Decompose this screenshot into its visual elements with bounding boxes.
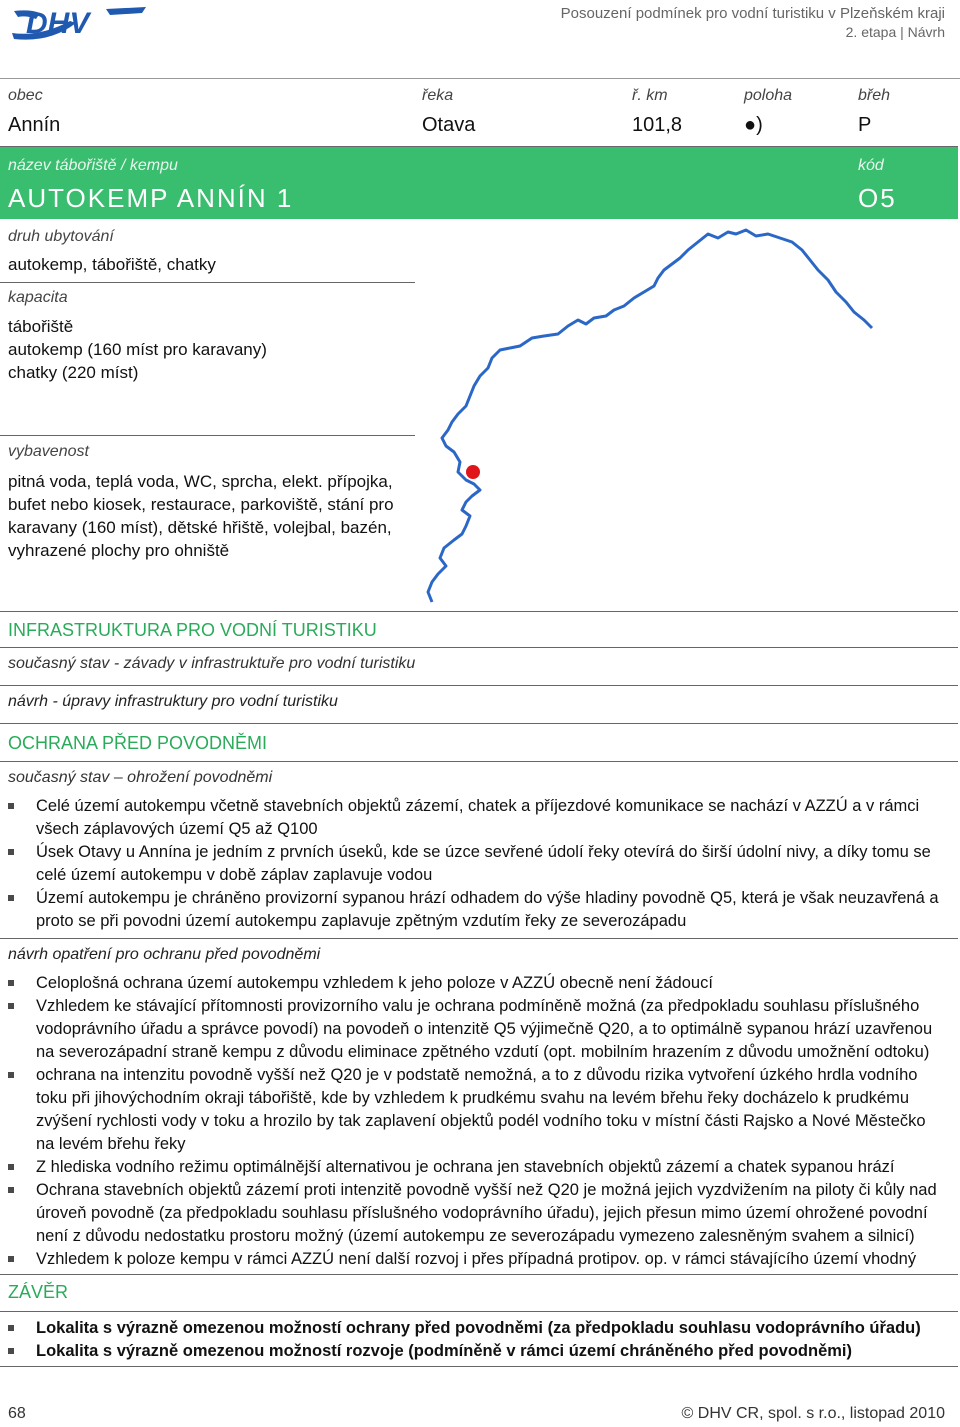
list-item: Vzhledem k poloze kempu v rámci AZZÚ není další rozvoj i přes případná protipov. op. v rámci stávajícího území vhodný <box>0 1248 945 1271</box>
list-item: Vzhledem ke stávající přítomnosti provizorního valu je ochrana podmíněně možná (za předpokladu souhlasu příslušného vodoprávního úřadu a správce povodí) na povodeň o intenzitě Q5 výjimečně Q20, a to optimálně sypanou hrází uzavřenou na severozápadní straně kempu z důvodu eliminace zpětného vzdutí (opt. mobilním hrazením z důvodu umožnění odtoku) <box>0 995 945 1064</box>
kod-label: kód <box>858 157 884 174</box>
kapacita-line-3: chatky (220 míst) <box>8 363 139 382</box>
page-number: 68 <box>8 1405 26 1422</box>
flood-heading: OCHRANA PŘED POVODNĚMI <box>8 733 268 753</box>
druh-divider <box>0 282 415 283</box>
header-divider <box>0 78 960 79</box>
list-item: ochrana na intenzitu povodně vyšší než Q20 je v podstatě nemožná, a to z důvodu rizika vytvoření úzkého hrdla vodního toku při jihovýchodním okraji tábořiště, kde by vzhledem k prudkému svahu na levém břehu řeky docházelo k prudkému zvýšení rychlosti vody v toku a hrozilo by tak zaplavení objektů podél vodního toku v místní části Rajsko a Nové Městečko na levém břehu řeky <box>0 1064 945 1156</box>
flood-proposal-divider <box>0 1274 958 1275</box>
flood-current-list <box>0 795 940 933</box>
nazev-label: název tábořiště / kempu <box>8 157 178 174</box>
river-map-icon <box>418 220 958 610</box>
vybavenost-label: vybavenost <box>8 443 89 460</box>
flood-proposal-list <box>0 972 945 1271</box>
logo-text: DHV <box>26 7 90 40</box>
conclusion-heading: ZÁVĚR <box>8 1282 69 1302</box>
infra-proposal-divider <box>0 723 958 724</box>
footer-copyright: © DHV CR, spol. s r.o., listopad 2010 <box>681 1405 945 1422</box>
camp-name: AUTOKEMP ANNÍN 1 <box>8 183 294 213</box>
infra-proposal: návrh - úpravy infrastruktury pro vodní turistiku <box>8 693 338 710</box>
flood-current-label: současný stav – ohrožení povodněmi <box>8 769 273 786</box>
reka-value: Otava <box>422 114 476 136</box>
km-value: 101,8 <box>632 114 683 136</box>
bullet-icon <box>8 1164 14 1170</box>
conclusion-heading-divider <box>0 1311 958 1312</box>
list-item: Lokalita s výrazně omezenou možností ochrany před povodněmi (za předpokladu souhlasu vodoprávního úřadu) <box>0 1317 950 1340</box>
vybavenost-value: pitná voda, teplá voda, WC, sprcha, elekt. přípojka, bufet nebo kiosek, restaurace, parkoviště, stání pro karavany (160 míst), dětské hřiště, volejbal, bazén, vyhrazené plochy pro ohniště <box>8 472 394 560</box>
header-title: Posouzení podmínek pro vodní turistiku v Plzeňském kraji <box>560 5 945 22</box>
km-label: ř. km <box>632 87 668 104</box>
druh-label: druh ubytování <box>8 228 114 245</box>
flood-current-divider <box>0 938 958 939</box>
poloha-label: poloha <box>744 87 793 104</box>
conclusion-list <box>0 1317 950 1363</box>
kapacita-line-1: tábořiště <box>8 317 74 336</box>
druh-value: autokemp, tábořiště, chatky <box>8 255 216 274</box>
list-item: Ochrana stavebních objektů zázemí proti intenzitě povodně vyšší než Q20 je možná jejich vyzdvižením na piloty či kůly nad úroveň povodně (za předpokladu souhlasu příslušného vodoprávního úřadu), jejich přesun mimo území ohrožené povodní není z důvodu nedostatku prostoru možný (území autokempu ze severozápadu vymezeno zalesněným svahem a silnicí) <box>0 1179 945 1248</box>
bullet-icon <box>8 803 14 809</box>
bullet-icon <box>8 895 14 901</box>
infra-current: současný stav - závady v infrastruktuře pro vodní turistiku <box>8 655 416 672</box>
flood-proposal-label: návrh opatření pro ochranu před povodněmi <box>8 946 321 963</box>
header-subtitle: 2. etapa | Návrh <box>845 24 945 40</box>
list-item: Celé území autokempu včetně stavebních objektů zázemí, chatek a příjezdové komunikace se nachází v AZZÚ a v rámci všech záplavových území Q5 až Q100 <box>0 795 940 841</box>
obec-value: Annín <box>8 114 61 136</box>
bullet-icon <box>8 1003 14 1009</box>
infra-current-divider <box>0 685 958 686</box>
poloha-value: ●) <box>744 114 763 136</box>
obec-label: obec <box>8 87 43 104</box>
bullet-icon <box>8 1325 14 1331</box>
conclusion-divider <box>0 1366 958 1367</box>
camp-location-marker <box>466 465 480 479</box>
kapacita-line-2: autokemp (160 míst pro karavany) <box>8 340 267 359</box>
bullet-icon <box>8 1187 14 1193</box>
dhv-logo <box>10 3 150 47</box>
infra-heading: INFRASTRUKTURA PRO VODNÍ TURISTIKU <box>8 620 377 640</box>
list-item: Celoplošná ochrana území autokempu vzhledem k jeho poloze v AZZÚ obecně není žádoucí <box>0 972 945 995</box>
list-item: Lokalita s výrazně omezenou možností rozvoje (podmíněně v rámci území chráněného před povodněmi) <box>0 1340 950 1363</box>
dhv-logo-icon <box>10 3 150 47</box>
bullet-icon <box>8 1072 14 1078</box>
bullet-icon <box>8 1348 14 1354</box>
bullet-icon <box>8 980 14 986</box>
bullet-icon <box>8 849 14 855</box>
kapacita-divider <box>0 435 415 436</box>
camp-code: O5 <box>858 183 897 213</box>
list-item: Úsek Otavy u Annína je jedním z prvních úseků, kde se úzce sevřené údolí řeky otevírá do širší údolní nivy, a díky tomu se celé území autokempu v době záplav zaplavuje vodou <box>0 841 940 887</box>
infra-heading-divider <box>0 647 958 648</box>
reka-label: řeka <box>422 87 454 104</box>
breh-value: P <box>858 114 872 136</box>
infra-top-divider <box>0 611 958 612</box>
list-item: Z hlediska vodního režimu optimálnější alternativou je ochrana jen stavebních objektů zázemí a chatek sypanou hrází <box>0 1156 945 1179</box>
kapacita-label: kapacita <box>8 289 68 306</box>
location-map <box>418 220 958 610</box>
flood-heading-divider <box>0 761 958 762</box>
breh-label: břeh <box>858 87 891 104</box>
bullet-icon <box>8 1256 14 1262</box>
list-item: Území autokempu je chráněno provizorní sypanou hrází odhadem do výše hladiny povodně Q5, která je však neuzavřená a proto se při povodni území autokempu zaplavuje zpětným vzdutím řeky ze severozápadu <box>0 887 940 933</box>
